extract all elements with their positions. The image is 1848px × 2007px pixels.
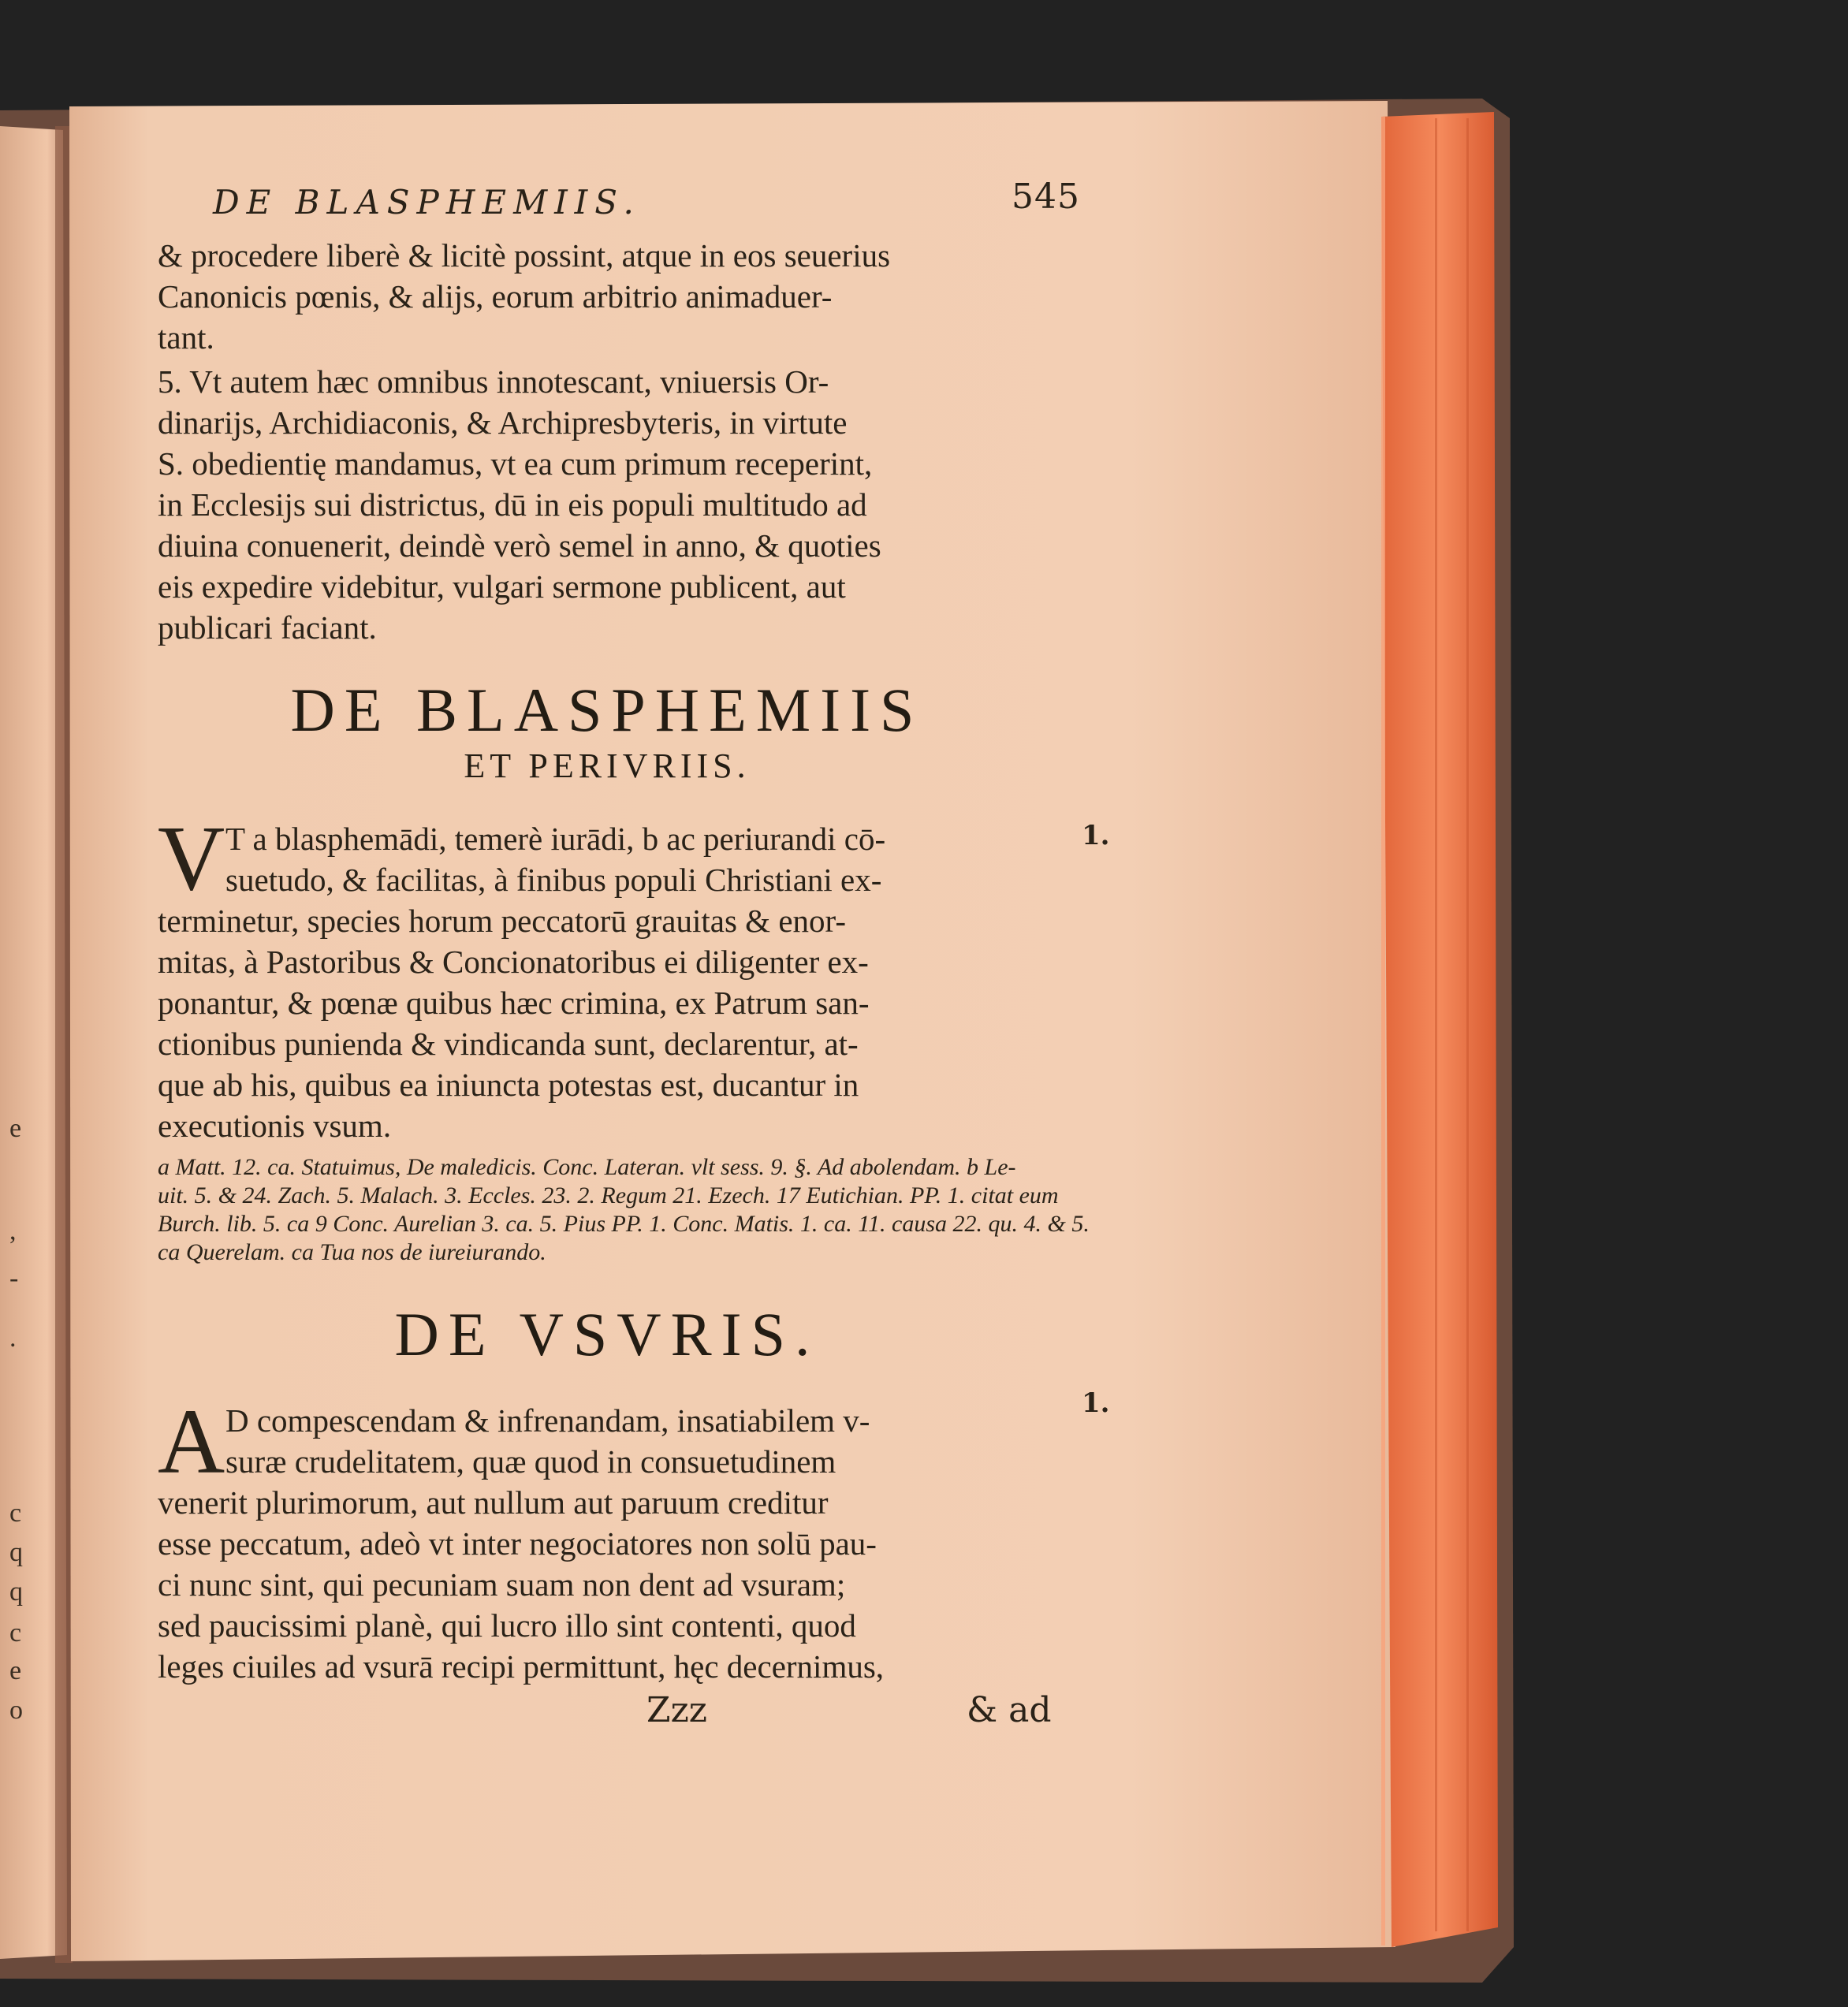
left-fragment: c bbox=[9, 1618, 22, 1648]
section-heading-usuris: DE VSVRIS. bbox=[394, 1300, 820, 1368]
text-line: executionis vsum. bbox=[158, 1108, 392, 1144]
text-line: 5. Vt autem hæc omnibus innotescant, vniuersis Or- bbox=[158, 363, 829, 400]
section-heading-blasphemiis: DE BLASPHEMIIS bbox=[290, 676, 924, 744]
left-fragment: q bbox=[9, 1538, 23, 1567]
text-line: in Ecclesijs sui districtus, dū in eis populi multitudo ad bbox=[158, 486, 867, 523]
text-line: publicari faciant. bbox=[158, 609, 377, 646]
text-line: suetudo, & facilitas, à finibus populi Christiani ex- bbox=[225, 862, 882, 898]
left-fragment: e bbox=[9, 1656, 22, 1685]
footnote-line: uit. 5. & 24. Zach. 5. Malach. 3. Eccles. 23. 2. Regum 21. Ezech. 17 Eutichian. PP. 1. citat eum bbox=[158, 1182, 1059, 1208]
left-fragment: . bbox=[9, 1324, 17, 1353]
footnote-line: ca Querelam. ca Tua nos de iureiurando. bbox=[158, 1239, 546, 1265]
text-line: dinarijs, Archidiaconis, & Archipresbyteris, in virtute bbox=[158, 404, 848, 441]
signature-mark: Zzz bbox=[646, 1690, 707, 1730]
page-number: 545 bbox=[1012, 177, 1080, 217]
text-line: sed paucissimi planè, qui lucro illo sint contenti, quod bbox=[158, 1607, 856, 1644]
text-line: ponantur, & pœnæ quibus hæc crimina, ex Patrum san- bbox=[158, 985, 870, 1021]
text-line: que ab his, quibus ea iniuncta potestas est, ducantur in bbox=[158, 1067, 859, 1103]
left-fragment: q bbox=[9, 1577, 23, 1607]
footnote-line: a Matt. 12. ca. Statuimus, De maledicis. Conc. Lateran. vlt sess. 9. §. Ad abolendam. b Le- bbox=[158, 1154, 1016, 1180]
text-line: mitas, à Pastoribus & Concionatoribus ei diligenter ex- bbox=[158, 944, 869, 980]
footnote-line: Burch. lib. 5. ca 9 Conc. Aurelian 3. ca. 5. Pius PP. 1. Conc. Matis. 1. ca. 11. causa 22. qu. 4. & 5. bbox=[158, 1211, 1090, 1237]
text-line: leges ciuiles ad vsurā recipi permittunt, hęc decernimus, bbox=[158, 1648, 885, 1685]
text-line: eis expedire videbitur, vulgari sermone publicent, aut bbox=[158, 568, 846, 605]
text-line: venerit plurimorum, aut nullum aut paruum creditur bbox=[158, 1484, 829, 1521]
text-line: tant. bbox=[158, 319, 214, 356]
drop-cap-a: A bbox=[158, 1390, 225, 1493]
left-fragment: c bbox=[9, 1499, 22, 1528]
text-line: terminetur, species horum peccatorū grauitas & enor- bbox=[158, 903, 847, 939]
text-line: & procedere liberè & licitè possint, atque in eos seuerius bbox=[158, 237, 891, 274]
left-fragment: - bbox=[9, 1264, 19, 1293]
text-line: T a blasphemādi, temerè iurādi, b ac periurandi cō- bbox=[225, 821, 886, 857]
text-line: ctionibus punienda & vindicanda sunt, declarentur, at- bbox=[158, 1026, 859, 1062]
drop-cap-v: V bbox=[158, 806, 225, 910]
text-line: suræ crudelitatem, quæ quod in consuetudinem bbox=[225, 1443, 836, 1480]
text-line: diuina conuenerit, deindè verò semel in anno, & quoties bbox=[158, 527, 881, 564]
section-subheading-periuriis: ET PERIVRIIS. bbox=[464, 747, 751, 785]
text-line: esse peccatum, adeò vt inter negociatores non solū pau- bbox=[158, 1525, 877, 1562]
fore-edge bbox=[1381, 112, 1498, 1947]
text-line: Canonicis pœnis, & alijs, eorum arbitrio animaduer- bbox=[158, 278, 833, 315]
left-fragment: e bbox=[9, 1114, 22, 1143]
margin-number: 1. bbox=[1082, 820, 1110, 851]
text-line: ci nunc sint, qui pecuniam suam non dent ad vsuram; bbox=[158, 1566, 846, 1603]
running-head bbox=[213, 177, 1080, 230]
running-head-title: DE BLASPHEMIIS. bbox=[213, 183, 641, 222]
left-fragment: o bbox=[9, 1696, 23, 1725]
left-fragment: , bbox=[9, 1216, 17, 1246]
margin-number: 1. bbox=[1082, 1387, 1110, 1419]
catchword: & ad bbox=[967, 1690, 1052, 1730]
text-line: S. obedientię mandamus, vt ea cum primum receperint, bbox=[158, 445, 873, 482]
text-line: D compescendam & infrenandam, insatiabilem v- bbox=[225, 1402, 870, 1439]
